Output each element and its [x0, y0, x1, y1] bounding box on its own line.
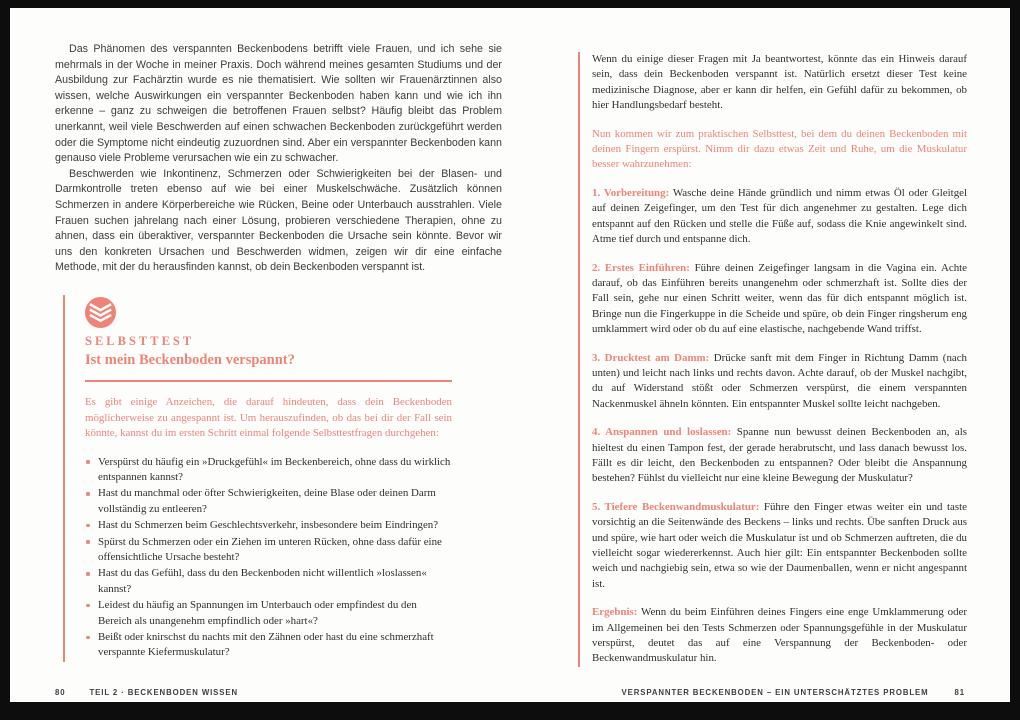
- list-item: Beißt oder knirschst du nachts mit den Zähnen oder hast du eine schmerzhaft verspannte Kiefermuskulatur?: [85, 630, 452, 661]
- body-paragraph: Beschwerden wie Inkontinenz, Schmerzen oder Schwierigkeiten bei der Blasen- und Darmkontrolle treten ebenso auf wie bei einer Muskelschwäche. Zusätzlich können Schmerzen in andere Körperbereiche wie Rücken, Beine oder Unterbauch ausstrahlen. Viele Frauen suchen jahrelang nach einer Lösung, probieren verschiedene Therapien, ohne zu ahnen, dass ein überaktiver, verspannter Beckenboden die Ursache sein könnte. Bevor wir uns den konkreten Ursachen und Beschwerden widmen, zeigen wir dir eine einfache Methode, mit der du herausfinden kannst, ob dein Beckenboden verspannt ist.: [55, 167, 502, 274]
- result-label: Ergebnis:: [592, 606, 638, 619]
- step-label: 1. Vorbereitung:: [592, 187, 670, 200]
- running-head: TEIL 2 · BECKENBODEN WISSEN: [89, 688, 238, 697]
- list-item: Hast du Schmerzen beim Geschlechtsverkehr, insbesondere beim Eindringen?: [85, 518, 452, 533]
- list-item: Hast du manchmal oder öfter Schwierigkeiten, deine Blase oder deinen Darm vollständig zu entleeren?: [85, 486, 452, 517]
- selftest-question-list: [85, 455, 452, 661]
- selftest-title: Ist mein Beckenboden verspannt?: [85, 352, 295, 368]
- step-label: 3. Drucktest am Damm:: [592, 351, 710, 364]
- book-spread: [10, 8, 1010, 702]
- step-label: 5. Tiefere Beckenwandmuskulatur:: [592, 501, 760, 514]
- step-text: Drücke sanft mit dem Finger in Richtung Damm (nach unten) und leicht nach links und rechts davon. Achte darauf, ob der Muskel nachgibt, du auf Widerstand stößt oder Schmerzen verspürst, die einem verspannten Nackenmuskel ähneln könnten. Ein entspannter Muskel sollte leicht nachgeben.: [592, 351, 967, 410]
- result-text: Wenn du beim Einführen deines Fingers eine enge Umklammerung oder im Allgemeinen bei den Tests Schmerzen oder Spannungsgefühle in der Muskulatur verspürst, deutet das auf eine Verspannung der Beckenboden- oder Beckenwandmuskulatur hin.: [592, 606, 967, 665]
- left-page-body: [55, 42, 502, 276]
- step-paragraph: [592, 261, 967, 337]
- right-page-footer: [622, 688, 966, 697]
- body-paragraph: Wenn du einige dieser Fragen mit Ja beantwortest, könnte das ein Hinweis darauf sein, dass dein Beckenboden verspannt ist. Natürlich ersetzt dieser Test keine medizinische Diagnose, aber er kann dir helfen, ein Gefühl dafür zu bekommen, ob hier Handlungsbedarf besteht.: [592, 53, 967, 111]
- list-item: Hast du das Gefühl, dass du den Beckenboden nicht willentlich »loslassen« kannst?: [85, 566, 452, 597]
- step-text: Führe deinen Zeigefinger langsam in die Vagina ein. Achte darauf, ob das Einführen bereits unangenehm oder schmerzhaft ist. Sollte dies der Fall sein, gehe nur einen Schritt weiter, wenn das für dich entspannt möglich ist. Bringe nun die Fingerkuppe in die Scheide und spüre, ob dein Finger ringsherum eng umklammert wird oder ob du auf eine elastische, nachgebende Wand triffst.: [592, 261, 967, 335]
- selftest-section: [63, 295, 452, 662]
- list-item: Verspürst du häufig ein »Druckgefühl« im Beckenbereich, ohne dass du wirklich entspannen kannst?: [85, 455, 452, 486]
- list-item: Spürst du Schmerzen oder ein Ziehen im unteren Rücken, ohne dass dafür eine offensichtliche Ursache besteht?: [85, 535, 452, 566]
- result-paragraph: [592, 605, 967, 666]
- layered-chevrons-icon: [85, 297, 116, 328]
- right-page-body: [578, 52, 967, 667]
- step-paragraph: [592, 186, 967, 247]
- step-text: Wasche deine Hände gründlich und nimm etwas Öl oder Gleitgel auf deinen Zeigefinger, um den Test für dich angenehmer zu gestalten. Lege dich entspannt auf den Rücken und stelle die Füße auf, sodass die Knie angewinkelt sind. Atme tief durch und entspanne dich.: [592, 187, 967, 245]
- body-paragraph: Das Phänomen des verspannten Beckenbodens betrifft viele Frauen, und ich sehe sie mehrmals in der Woche in meiner Praxis. Doch während meines gesamten Studiums und der Ausbildung zur Fachärztin wurde es nie thematisiert. Wie sollten wir Frauenärztinnen also wissen, welche Auswirkungen ein verspannter Beckenboden haben kann und wie ich ihn erkenne – ganz zu schweigen die betroffenen Frauen selbst? Häufig bleibt das Problem unerkannt, weil viele Beschwerden auf einen schwachen Beckenboden zurückgeführt werden oder die Symptome nicht eindeutig zuzuordnen sind. Aber ein verspannter Beckenboden kann genauso viele Probleme verursachen wie ein zu schwacher.: [55, 43, 502, 165]
- step-label: 2. Erstes Einführen:: [592, 261, 690, 274]
- selftest-intro: Es gibt einige Anzeichen, die darauf hindeuten, dass dein Beckenboden möglicherweise zu angespannt ist. Um herauszufinden, ob das bei dir der Fall sein könnte, kannst du im ersten Schritt einmal folgende Selbsttestfragen durchgehen:: [85, 396, 452, 439]
- list-item: Leidest du häufig an Spannungen im Unterbauch oder empfindest du den Bereich als unangenehm empfindlich oder »hart«?: [85, 598, 452, 629]
- page-number: 81: [954, 688, 965, 697]
- section-rule: [85, 380, 452, 382]
- running-head: VERSPANNTER BECKENBODEN – EIN UNTERSCHÄTZTES PROBLEM: [621, 688, 929, 697]
- step-text: Führe den Finger etwas weiter ein und taste vorsichtig an die Seitenwände des Beckens – links und rechts. Übe sanften Druck aus und spüre, wie hart oder weich die Muskulatur ist und ob Schmerzen auftreten, die du vielleicht sogar wiedererkennst. Auch hier gilt: Ein entspannter Beckenboden sollte weich und nachgiebig sein, etwa so wie der Daumenballen, wenn er nicht angespannt ist.: [592, 501, 967, 590]
- selftest-kicker: SELBSTTEST: [85, 334, 195, 348]
- highlight-paragraph: Nun kommen wir zum praktischen Selbsttest, bei dem du deinen Beckenboden mit deinen Fingern erspürst. Nimm dir dazu etwas Zeit und Ruhe, um die Muskulatur besser wahrzunehmen:: [592, 127, 967, 171]
- left-page-footer: [55, 688, 238, 697]
- step-paragraph: [592, 351, 967, 412]
- page-number: 80: [55, 688, 66, 697]
- step-label: 4. Anspannen und loslassen:: [592, 426, 732, 439]
- step-paragraph: [592, 425, 967, 486]
- step-paragraph: [592, 500, 967, 592]
- step-text: Spanne nun bewusst deinen Beckenboden an, als hieltest du einen Tampon fest, der gerade herabrutscht, und lass danach bewusst los. Fällt es dir leicht, den Beckenboden zu entspannen? Oder bleibt die Anspannung bestehen? Fühlst du vielleicht nur eine kleine Bewegung der Muskulatur?: [592, 426, 967, 485]
